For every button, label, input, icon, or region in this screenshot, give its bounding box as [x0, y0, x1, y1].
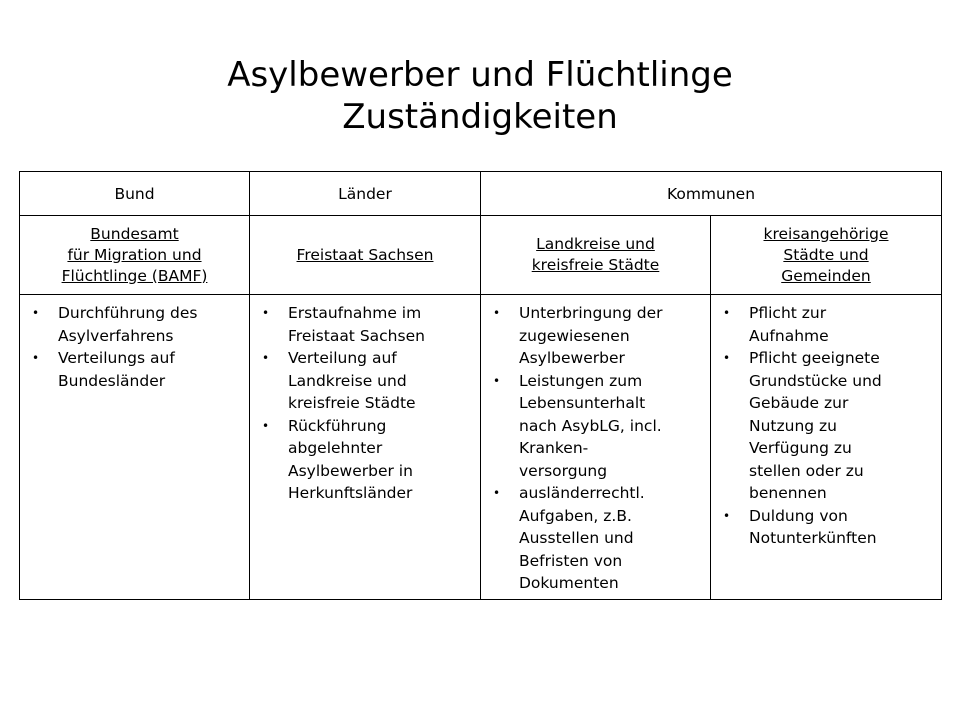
header-row	[20, 172, 942, 216]
subheader-freistaat-sachsen: Freistaat Sachsen	[296, 245, 434, 264]
subheader-kreisangehoerige: kreisangehörige Städte und Gemeinden	[763, 224, 889, 285]
subheader-landkreise: Landkreise und kreisfreie Städte	[531, 235, 660, 274]
slide-title-line-2: Zuständigkeiten	[342, 97, 618, 137]
list-item: • Verteilungs auf Bundesländer	[30, 347, 243, 392]
tasks-cell-landkreise	[481, 295, 711, 600]
subheader-row	[20, 216, 942, 295]
header-laender: Länder	[250, 172, 481, 216]
list-item: • ausländerrechtl. Aufgaben, z.B. Ausstellen und Befristen von Dokumenten	[491, 482, 704, 595]
list-item: • Rückführung abgelehnter Asylbewerber in Herkunftsländer	[260, 415, 474, 505]
tasks-cell-gemeinden	[711, 295, 942, 600]
list-item: • Leistungen zum Lebensunterhalt nach AsybLG, incl. Kranken- versorgung	[491, 370, 704, 483]
slide-title-line-1: Asylbewerber und Flüchtlinge	[227, 55, 733, 95]
tasks-cell-laender	[250, 295, 481, 600]
bullet-list	[30, 302, 243, 392]
list-item: • Pflicht geeignete Grundstücke und Gebäude zur Nutzung zu Verfügung zu stellen oder zu benennen	[721, 347, 935, 505]
list-item: • Unterbringung der zugewiesenen Asylbewerber	[491, 302, 704, 370]
subheader-cell	[250, 216, 481, 295]
subheader-cell	[711, 216, 942, 295]
header-bund: Bund	[20, 172, 250, 216]
subheader-cell	[20, 216, 250, 295]
list-item: • Durchführung des Asylverfahrens	[30, 302, 243, 347]
list-item: • Duldung von Notunterkünften	[721, 505, 935, 550]
tasks-row	[20, 295, 942, 600]
slide-title	[0, 54, 960, 138]
bullet-list	[260, 302, 474, 505]
tasks-cell-bund	[20, 295, 250, 600]
header-kommunen: Kommunen	[481, 172, 942, 216]
list-item: • Pflicht zur Aufnahme	[721, 302, 935, 347]
list-item: • Verteilung auf Landkreise und kreisfreie Städte	[260, 347, 474, 415]
subheader-cell	[481, 216, 711, 295]
bullet-list	[721, 302, 935, 550]
responsibilities-table	[19, 171, 942, 600]
subheader-bamf: Bundesamt für Migration und Flüchtlinge (BAMF)	[61, 224, 208, 285]
bullet-list	[491, 302, 704, 595]
list-item: • Erstaufnahme im Freistaat Sachsen	[260, 302, 474, 347]
